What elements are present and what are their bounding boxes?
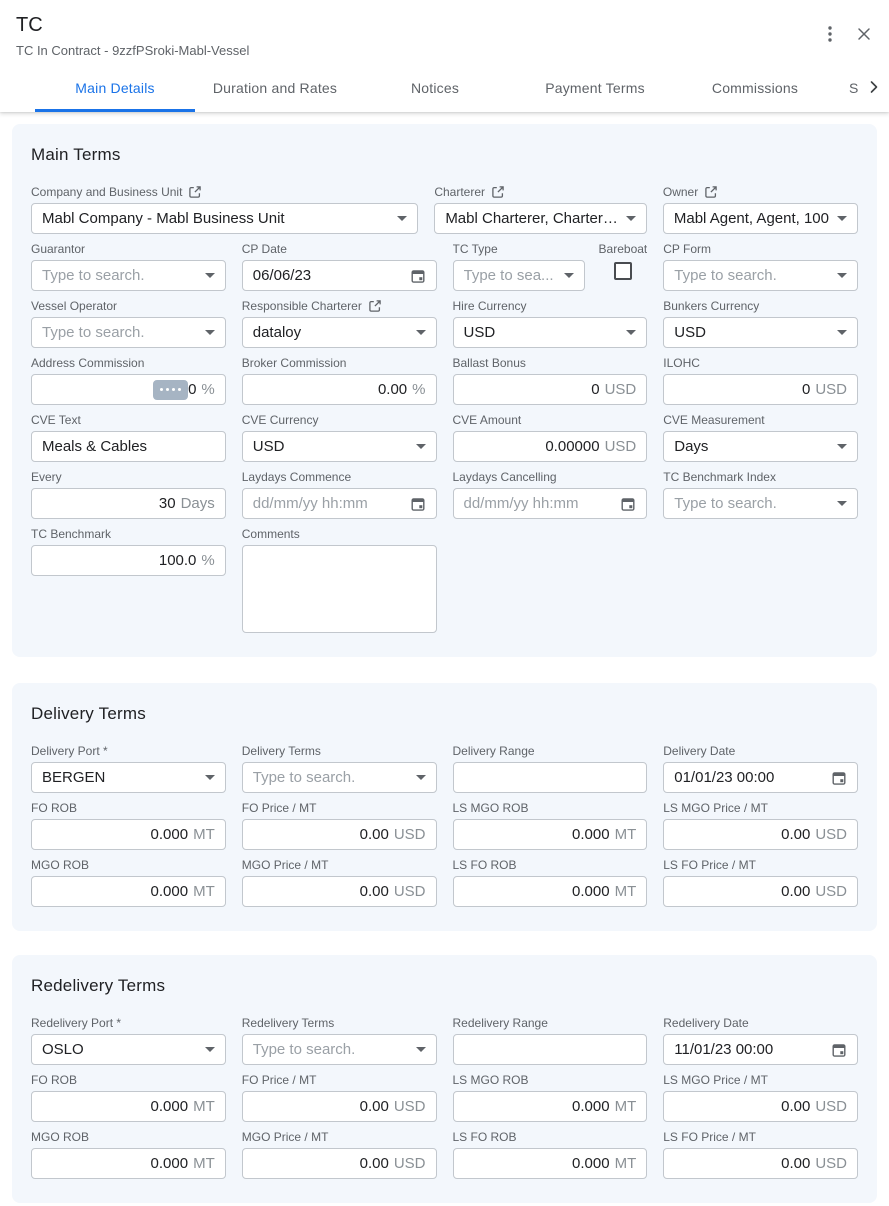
delivery-fo-rob-field [31,800,226,850]
tc-type-label: TC Type [452,241,498,256]
hire-currency-select[interactable]: USD [453,317,648,348]
calendar-icon [410,268,426,284]
dropdown-caret-icon [205,775,215,780]
company-and-business-unit-select[interactable]: Mabl Company - Mabl Business Unit [31,203,418,234]
dialog-heading-block [16,13,249,59]
dialog-subtitle: TC In Contract - 9zzfPSroki-Mabl-Vessel [16,43,250,58]
comments-label: Comments [241,526,300,541]
calendar-icon [831,1042,847,1058]
redelivery-ls-mgo-price-label: LS MGO Price / MT [663,1072,768,1087]
comments-textarea[interactable] [242,545,437,633]
redelivery-port-field [31,1015,226,1065]
redelivery-range-field [453,1015,648,1065]
dropdown-caret-icon [626,216,636,221]
dropdown-caret-icon [416,444,426,449]
redelivery-ls-fo-price-field [663,1129,858,1179]
dropdown-caret-icon [416,775,426,780]
dropdown-caret-icon [416,330,426,335]
hire-currency-label: Hire Currency [452,298,527,313]
redelivery-ls-fo-price-input[interactable]: 0.00 USD [663,1148,858,1179]
dropdown-caret-icon [397,216,407,221]
dropdown-caret-icon [626,330,636,335]
vessel-operator-field [31,298,226,348]
ilohc-input[interactable]: 0 USD [663,374,858,405]
owner-label: Owner [663,184,858,199]
more-options-button[interactable] [823,21,837,47]
dropdown-caret-icon [837,444,847,449]
dropdown-caret-icon [564,273,574,278]
tc-benchmark-index-field [663,469,858,519]
laydays-commence-date-input[interactable]: dd/mm/yy hh:mm [242,488,437,519]
field-row [31,800,858,850]
dropdown-caret-icon [416,1047,426,1052]
dropdown-caret-icon [205,273,215,278]
bunkers-currency-field [663,298,858,348]
redelivery-mgo-rob-field [31,1129,226,1179]
guarantor-select[interactable]: Type to search. [31,260,226,291]
delivery-mgo-price-label: MGO Price / MT [241,857,329,872]
redelivery-fo-price-input[interactable]: 0.00 USD [242,1091,437,1122]
redelivery-port-select[interactable]: OSLO [31,1034,226,1065]
delivery-terms-title: Delivery Terms [31,704,146,723]
delivery-ls-fo-price-input[interactable]: 0.00 USD [663,876,858,907]
delivery-fo-price-field [242,800,437,850]
redelivery-ls-mgo-rob-input[interactable]: 0.000 MT [453,1091,648,1122]
bareboat-label: Bareboat [598,241,648,256]
delivery-mgo-rob-label: MGO ROB [31,857,90,872]
redelivery-terms-field [242,1015,437,1065]
delivery-fo-rob-label: FO ROB [31,800,78,815]
cp-date-label: CP Date [241,241,287,256]
open-in-new-icon [704,185,718,199]
responsible-charterer-select[interactable]: dataloy [242,317,437,348]
tc-benchmark-index-select[interactable]: Type to search. [663,488,858,519]
kebab-menu-icon [828,30,832,45]
dropdown-caret-icon [205,330,215,335]
tab-s[interactable]: S [835,64,889,112]
cp-date-field [242,241,437,291]
cve-amount-label: CVE Amount [452,412,522,427]
delivery-port-field [31,743,226,793]
delivery-ls-mgo-price-input[interactable]: 0.00 USD [663,819,858,850]
every-field [31,469,226,519]
redelivery-date-label: Redelivery Date [663,1015,749,1030]
tab-main-details[interactable]: Main Details [35,64,195,112]
delivery-ls-fo-rob-field [453,857,648,907]
address-commission-field [31,355,226,405]
redelivery-terms-select[interactable]: Type to search. [242,1034,437,1065]
redelivery-terms-title: Redelivery Terms [31,976,166,995]
redelivery-ls-fo-rob-field [453,1129,648,1179]
delivery-fo-price-input[interactable]: 0.00 USD [242,819,437,850]
delivery-ls-mgo-rob-input[interactable]: 0.000 MT [453,819,648,850]
tc-type-field [453,241,585,291]
delivery-ls-fo-rob-input[interactable]: 0.000 MT [453,876,648,907]
calendar-icon [831,770,847,786]
company-and-business-unit-label: Company and Business Unit [31,184,418,199]
ilohc-field [663,355,858,405]
redelivery-mgo-rob-input[interactable]: 0.000 MT [31,1148,226,1179]
delivery-ls-mgo-price-field [663,800,858,850]
delivery-ls-mgo-rob-field [453,800,648,850]
redelivery-fo-rob-input[interactable]: 0.000 MT [31,1091,226,1122]
delivery-port-select[interactable]: BERGEN [31,762,226,793]
field-row [31,355,858,405]
tc-benchmark-index-label: TC Benchmark Index [663,469,776,484]
field-row [31,184,858,234]
field-row [31,412,858,462]
cve-text-label: CVE Text [31,412,81,427]
header-actions [823,13,877,59]
charterer-label: Charterer [434,184,647,199]
cve-measurement-label: CVE Measurement [663,412,765,427]
cp-date-date-input[interactable]: 06/06/23 [242,260,437,291]
delivery-mgo-rob-input[interactable]: 0.000 MT [31,876,226,907]
delivery-ls-fo-price-field [663,857,858,907]
bunkers-currency-select[interactable]: USD [663,317,858,348]
delivery-ls-mgo-price-label: LS MGO Price / MT [663,800,768,815]
tab-duration-and-rates[interactable]: Duration and Rates [195,64,355,112]
ballast-bonus-label: Ballast Bonus [452,355,526,370]
tc-benchmark-input[interactable]: 100.0 % [31,545,226,576]
ballast-bonus-field [453,355,648,405]
broker-commission-label: Broker Commission [241,355,347,370]
redelivery-terms-section [12,955,877,1203]
field-row [31,1072,858,1122]
close-icon [856,30,872,45]
dropdown-caret-icon [837,216,847,221]
redelivery-date-date-input[interactable]: 11/01/23 00:00 [663,1034,858,1065]
field-row [31,1129,858,1179]
dropdown-caret-icon [837,330,847,335]
cp-form-label: CP Form [663,241,712,256]
guarantor-label: Guarantor [31,241,86,256]
cve-text-input[interactable]: Meals & Cables [31,431,226,462]
redelivery-mgo-price-label: MGO Price / MT [241,1129,329,1144]
charterer-select[interactable]: Mabl Charterer, Charter… [434,203,647,234]
tab-bar [0,64,889,112]
laydays-cancelling-field [453,469,648,519]
owner-select[interactable]: Mabl Agent, Agent, 100 [663,203,858,234]
delivery-date-date-input[interactable]: 01/01/23 00:00 [663,762,858,793]
tc-benchmark-field [31,526,226,633]
delivery-fo-price-label: FO Price / MT [241,800,317,815]
cve-currency-field [242,412,437,462]
redelivery-fo-rob-field [31,1072,226,1122]
delivery-ls-fo-rob-label: LS FO ROB [452,857,517,872]
every-label: Every [31,469,62,484]
tab-scroll-right-button[interactable] [859,64,889,112]
delivery-ls-mgo-rob-label: LS MGO ROB [452,800,529,815]
redelivery-range-input[interactable] [453,1034,648,1065]
field-row [31,241,858,291]
redelivery-ls-mgo-rob-field [453,1072,648,1122]
close-button[interactable] [851,21,877,47]
cp-form-field [663,241,858,291]
field-row [31,469,858,519]
cve-currency-label: CVE Currency [241,412,319,427]
delivery-range-field [453,743,648,793]
cve-measurement-select[interactable]: Days [663,431,858,462]
delivery-fo-rob-input[interactable]: 0.000 MT [31,819,226,850]
main-terms-title: Main Terms [31,145,121,164]
dialog-header [0,0,889,112]
dialog-title: TC [16,14,43,36]
redelivery-ls-fo-rob-label: LS FO ROB [452,1129,517,1144]
address-commission-label: Address Commission [31,355,145,370]
hire-currency-field [453,298,648,348]
bunkers-currency-label: Bunkers Currency [663,298,760,313]
guarantor-field [31,241,226,291]
responsible-charterer-label: Responsible Charterer [242,298,437,313]
main-terms-section [12,124,877,657]
dropdown-caret-icon [205,1047,215,1052]
redelivery-port-label: Redelivery Port * [31,1015,122,1030]
redelivery-ls-mgo-price-input[interactable]: 0.00 USD [663,1091,858,1122]
vessel-operator-select[interactable]: Type to search. [31,317,226,348]
field-group [453,241,648,291]
dialog-body [0,124,889,1206]
owner-field [663,184,858,234]
charterer-field [434,184,647,234]
delivery-terms-field [242,743,437,793]
tab-payment-terms[interactable]: Payment Terms [515,64,675,112]
delivery-port-label: Delivery Port * [31,743,108,758]
open-in-new-icon [188,185,202,199]
bareboat-field [599,241,648,291]
tc-type-select[interactable]: Type to sea... [453,260,585,291]
field-row [31,1015,858,1065]
delivery-terms-label: Delivery Terms [241,743,321,758]
redelivery-mgo-rob-label: MGO ROB [31,1129,90,1144]
cve-measurement-field [663,412,858,462]
redelivery-terms-label: Redelivery Terms [241,1015,335,1030]
redelivery-mgo-price-input[interactable]: 0.00 USD [242,1148,437,1179]
cve-currency-select[interactable]: USD [242,431,437,462]
redelivery-fo-price-label: FO Price / MT [241,1072,317,1087]
dropdown-caret-icon [837,501,847,506]
field-row [31,743,858,793]
dropdown-caret-icon [837,273,847,278]
delivery-date-field [663,743,858,793]
open-in-new-icon [491,185,505,199]
calendar-icon [410,496,426,512]
delivery-mgo-rob-field [31,857,226,907]
vessel-operator-label: Vessel Operator [31,298,118,313]
broker-commission-input[interactable]: 0.00 % [242,374,437,405]
responsible-charterer-field [242,298,437,348]
tab-notices[interactable]: Notices [355,64,515,112]
redelivery-ls-fo-price-label: LS FO Price / MT [663,1129,756,1144]
delivery-range-input[interactable] [453,762,648,793]
delivery-mgo-price-field [242,857,437,907]
broker-commission-field [242,355,437,405]
ballast-bonus-input[interactable]: 0 USD [453,374,648,405]
tab-commissions[interactable]: Commissions [675,64,835,112]
redelivery-fo-rob-label: FO ROB [31,1072,78,1087]
cp-form-select[interactable]: Type to search. [663,260,858,291]
redelivery-ls-mgo-rob-label: LS MGO ROB [452,1072,529,1087]
laydays-cancelling-date-input[interactable]: dd/mm/yy hh:mm [453,488,648,519]
delivery-terms-select[interactable]: Type to search. [242,762,437,793]
tc-benchmark-label: TC Benchmark [31,526,112,541]
chevron-right-icon [866,79,882,98]
calendar-icon [620,496,636,512]
redelivery-range-label: Redelivery Range [452,1015,548,1030]
field-row [31,298,858,348]
delivery-range-label: Delivery Range [452,743,535,758]
ilohc-label: ILOHC [663,355,700,370]
delivery-ls-fo-price-label: LS FO Price / MT [663,857,756,872]
masked-dots-pill [153,380,188,400]
address-commission-input[interactable]: 0 % [31,374,226,405]
laydays-cancelling-label: Laydays Cancelling [452,469,557,484]
cve-text-field [31,412,226,462]
redelivery-ls-mgo-price-field [663,1072,858,1122]
laydays-commence-field [242,469,437,519]
laydays-commence-label: Laydays Commence [241,469,352,484]
field-row [31,857,858,907]
redelivery-fo-price-field [242,1072,437,1122]
open-in-new-icon [368,299,382,313]
active-tab-underline [35,109,195,112]
comments-field [242,526,437,633]
cve-amount-input[interactable]: 0.00000 USD [453,431,648,462]
company-and-business-unit-field [31,184,418,234]
delivery-terms-section [12,683,877,931]
cve-amount-field [453,412,648,462]
redelivery-date-field [663,1015,858,1065]
bareboat-checkbox[interactable] [614,262,632,280]
delivery-mgo-price-input[interactable]: 0.00 USD [242,876,437,907]
delivery-date-label: Delivery Date [663,743,736,758]
redelivery-ls-fo-rob-input[interactable]: 0.000 MT [453,1148,648,1179]
redelivery-mgo-price-field [242,1129,437,1179]
every-input[interactable]: 30 Days [31,488,226,519]
field-row [31,526,858,633]
